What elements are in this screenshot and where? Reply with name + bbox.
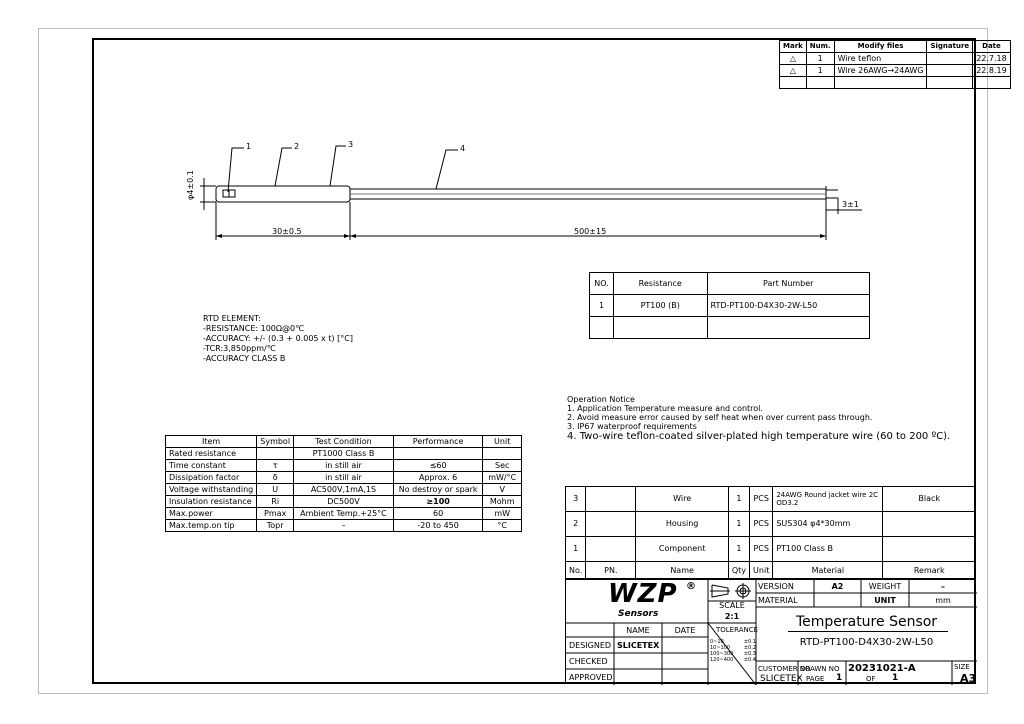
rtd-note-line: -RESISTANCE: 100Ω@0℃ — [203, 324, 305, 333]
spec-cell: V — [483, 484, 522, 496]
bom-header-qty: Qty — [728, 562, 749, 580]
spec-cell: Ambient Temp.+25°C — [294, 508, 394, 520]
spec-cell — [257, 448, 294, 460]
approved-label: APPROVED — [569, 673, 613, 682]
bom-cell — [883, 537, 976, 562]
logo-registered: ® — [686, 581, 696, 592]
notice-line: 1. Application Temperature measure and control. — [567, 404, 763, 413]
notice-line: 4. Two-wire teflon-coated silver-plated high temperature wire (60 to 200 ºC). — [567, 431, 951, 442]
version-value: A2 — [831, 582, 844, 591]
bom-cell: Black — [883, 487, 976, 512]
notice-line: 2. Avoid measure error caused by self heat when over current pass through. — [567, 413, 873, 422]
operation-notice — [567, 395, 950, 443]
tolerance-label: TOLERANCE — [716, 626, 759, 634]
rtd-note-line: -ACCURACY: +/- (0.3 + 0.005 x t) [°C] — [203, 334, 353, 343]
name-label: NAME — [626, 626, 650, 635]
bom-cell: PT100 Class B — [773, 537, 883, 562]
rev-header-date: Date — [973, 41, 1011, 53]
rev-header-mark: Mark — [780, 41, 807, 53]
date-label: DATE — [674, 626, 696, 635]
part-cell: 1 — [590, 295, 614, 317]
spec-cell: Voltage withstanding — [166, 484, 257, 496]
rev-cell: 22.7.18 — [973, 53, 1011, 65]
bom-header-material: Material — [773, 562, 883, 580]
bom-cell: Housing — [636, 512, 729, 537]
drawn-label: DRAWN NO — [800, 665, 840, 673]
size-label: SIZE — [954, 663, 970, 671]
bom-header-remark: Remark — [883, 562, 976, 580]
dim-cable-label: 500±15 — [574, 227, 607, 236]
rtd-note-line: RTD ELEMENT: — [203, 314, 261, 323]
material-label: MATERIAL — [758, 596, 798, 605]
bom-cell: 1 — [728, 512, 749, 537]
spec-cell: in still air — [294, 460, 394, 472]
bom-header-name: Name — [636, 562, 729, 580]
logo-text: WZP — [608, 579, 678, 609]
spec-cell: -20 to 450 — [393, 520, 483, 532]
title-part-number: RTD-PT100-D4X30-2W-L50 — [799, 637, 934, 648]
spec-cell: Ri — [257, 496, 294, 508]
bom-cell — [883, 512, 976, 537]
spec-cell: DC500V — [294, 496, 394, 508]
drawn-value: 20231021-A — [848, 663, 916, 674]
spec-cell: δ — [257, 472, 294, 484]
bom-cell: PCS — [750, 512, 773, 537]
bom-cell: 1 — [728, 537, 749, 562]
probe-housing — [216, 186, 350, 202]
customer-label: CUSTOMER NO — [758, 665, 811, 673]
spec-cell: Insulation resistance — [166, 496, 257, 508]
rtd-note-line: -ACCURACY CLASS B — [203, 354, 286, 363]
rev-header-signature: Signature — [927, 41, 973, 53]
page-label: PAGE — [806, 675, 825, 683]
callout-1: 1 — [246, 142, 252, 151]
spec-cell: ≤60 — [393, 460, 483, 472]
tol-value: ±0.2 — [743, 645, 756, 651]
tol-range: 10~100 — [710, 645, 731, 651]
bom-cell: PCS — [750, 487, 773, 512]
rev-header-num: Num. — [806, 41, 834, 53]
leader-1 — [228, 148, 244, 192]
rev-cell: Wire 26AWG→24AWG — [834, 65, 927, 77]
unit-value: mm — [935, 596, 951, 605]
unit-label: UNIT — [874, 596, 896, 605]
bom-cell: 1 — [566, 537, 586, 562]
rev-cell: △ — [780, 53, 807, 65]
bom-cell: Wire — [636, 487, 729, 512]
rtd-note-line: -TCR:3,850ppm/℃ — [203, 344, 276, 353]
spec-header-unit: Unit — [483, 436, 522, 448]
part-cell: PT100 (B) — [613, 295, 707, 317]
spec-cell: Time constant — [166, 460, 257, 472]
tol-value: ±0.1 — [743, 639, 756, 645]
version-label: VERSION — [758, 582, 794, 591]
notice-line: Operation Notice — [567, 395, 635, 404]
spec-cell: in still air — [294, 472, 394, 484]
weight-value: – — [941, 582, 945, 591]
spec-cell: Sec — [483, 460, 522, 472]
spec-cell: °C — [483, 520, 522, 532]
scale-value: 2:1 — [724, 612, 740, 621]
spec-cell: U — [257, 484, 294, 496]
spec-cell: Pmax — [257, 508, 294, 520]
tolerance-values — [710, 639, 756, 663]
part-cell — [707, 317, 870, 339]
spec-cell: AC500V,1mA,1S — [294, 484, 394, 496]
dim-strip-label: 3±1 — [842, 200, 859, 209]
part-cell — [590, 317, 614, 339]
rtd-notes — [203, 314, 353, 364]
tol-range: 0~10 — [710, 639, 724, 645]
weight-label: WEIGHT — [868, 582, 902, 591]
callout-4: 4 — [460, 144, 466, 153]
part-cell: RTD-PT100-D4X30-2W-L50 — [707, 295, 870, 317]
bom-cell: PCS — [750, 537, 773, 562]
spec-cell: mW/°C — [483, 472, 522, 484]
part-header-number: Part Number — [707, 273, 870, 295]
spec-cell — [393, 448, 483, 460]
rev-cell: 22.8.19 — [973, 65, 1011, 77]
bom-table — [565, 486, 976, 580]
of-value: 1 — [892, 673, 899, 683]
title-block — [565, 578, 976, 684]
spec-header-symbol: Symbol — [257, 436, 294, 448]
bom-cell — [586, 512, 636, 537]
leader-2 — [275, 148, 292, 186]
bom-cell: 1 — [728, 487, 749, 512]
spec-header-condition: Test Condition — [294, 436, 394, 448]
tol-range: 100~300 — [710, 651, 734, 657]
spec-header-item: Item — [166, 436, 257, 448]
customer-value: SLICETEX — [760, 674, 803, 684]
part-table — [589, 272, 870, 339]
dim-probe-label: 30±0.5 — [272, 227, 302, 236]
spec-cell: Max.temp.on tip — [166, 520, 257, 532]
leader-3 — [330, 146, 346, 186]
designed-name: SLICETEX — [617, 641, 660, 650]
checked-label: CHECKED — [569, 657, 608, 666]
notice-line: 3. IP67 waterproof requirements — [567, 422, 697, 431]
tol-value: ±0.4 — [743, 657, 756, 663]
bom-cell — [586, 487, 636, 512]
part-cell — [613, 317, 707, 339]
rev-cell: △ — [780, 65, 807, 77]
designed-label: DESIGNED — [569, 641, 612, 650]
leader-4 — [436, 150, 458, 189]
spec-cell: ≥100 — [393, 496, 483, 508]
tol-range: 120~400 — [710, 657, 734, 663]
logo-subtitle: Sensors — [618, 609, 659, 619]
spec-cell: Topr — [257, 520, 294, 532]
bom-cell: Component — [636, 537, 729, 562]
scale-label: SCALE — [719, 601, 745, 610]
part-header-resistance: Resistance — [613, 273, 707, 295]
bom-cell: SUS304 φ4*30mm — [773, 512, 883, 537]
rev-cell: 1 — [806, 53, 834, 65]
dim-diameter-label: φ4±0.1 — [186, 170, 195, 200]
spec-cell: – — [294, 520, 394, 532]
bom-cell: 24AWG Round jacket wire 2C OD3.2 — [773, 487, 883, 512]
bom-header-pn: PN. — [586, 562, 636, 580]
spec-cell: Dissipation factor — [166, 472, 257, 484]
bom-header-unit: Unit — [750, 562, 773, 580]
spec-cell: Max.power — [166, 508, 257, 520]
callout-3: 3 — [348, 140, 354, 149]
spec-table — [165, 435, 522, 532]
spec-cell: Rated resistance — [166, 448, 257, 460]
spec-cell: PT1000 Class B — [294, 448, 394, 460]
rev-cell: 1 — [806, 65, 834, 77]
spec-cell: mW — [483, 508, 522, 520]
spec-cell: Mohm — [483, 496, 522, 508]
bom-header-no: No. — [566, 562, 586, 580]
size-value: A3 — [960, 672, 977, 685]
bom-cell — [586, 537, 636, 562]
spec-cell: No destroy or spark — [393, 484, 483, 496]
drawing-title: Temperature Sensor — [795, 614, 938, 630]
spec-cell: τ — [257, 460, 294, 472]
bom-cell: 2 — [566, 512, 586, 537]
rev-header-modify: Modify files — [834, 41, 927, 53]
spec-cell: 60 — [393, 508, 483, 520]
callout-2: 2 — [294, 142, 300, 151]
spec-header-performance: Performance — [393, 436, 483, 448]
spec-cell: Approx. 6 — [393, 472, 483, 484]
bom-cell: 3 — [566, 487, 586, 512]
part-header-no: NO. — [590, 273, 614, 295]
spec-cell — [483, 448, 522, 460]
of-label: OF — [866, 675, 876, 683]
tol-value: ±0.3 — [743, 651, 756, 657]
rev-cell: Wire teflon — [834, 53, 927, 65]
page-value: 1 — [836, 673, 843, 683]
